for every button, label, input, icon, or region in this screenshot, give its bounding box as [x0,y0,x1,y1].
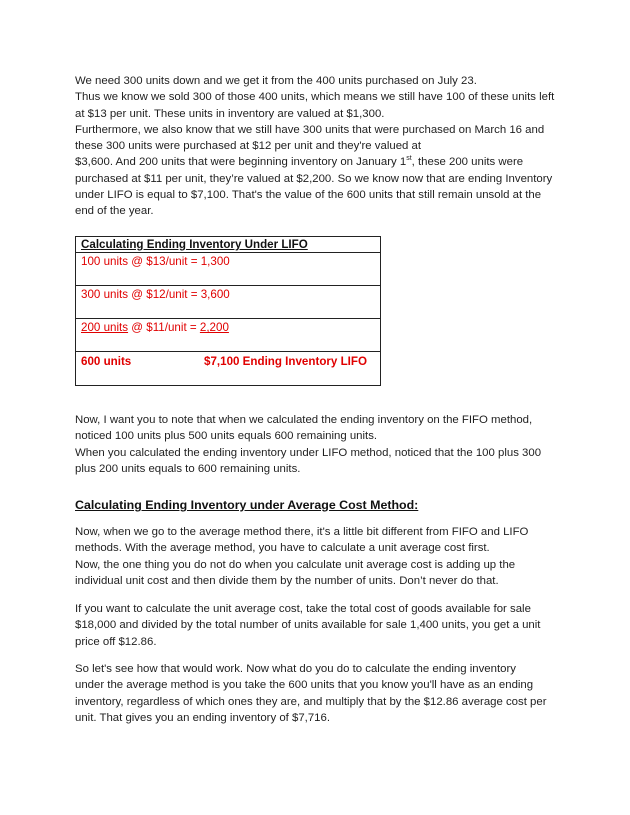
text-fragment: $3,600. And 200 units that were beginning inventory on January 1 [75,156,407,169]
text-line: noticed 100 units plus 500 units equals 600 remaining units. [75,430,378,443]
text-line: Now, when we go to the average method there, it's a little bit different from FIFO and LIFO [75,526,529,538]
text-line: Furthermore, we also know that we still have 300 units that were purchased on March 16 and [75,123,545,136]
text-line: purchased at $11 per unit, they’re valued at $2,200. So we know now that are ending Inventory [75,172,553,185]
table-row: 100 units @ $13/unit = 1,300 [76,253,381,286]
paragraph-unit-average-cost [75,601,560,650]
text-line: under the average method is you take the 600 units that you know you'll have as an ending [75,679,534,692]
text-line: inventory, regardless of which ones they are, and multiply that by the $12.86 average cost per [75,695,547,708]
table-value-underlined: 2,200 [199,321,229,334]
text-line: plus 200 units equals to 600 remaining units. [75,462,301,475]
text-line: under LIFO is equal to $7,100. That's the value of the 600 units that still remain unsold at the [75,189,542,202]
text-line: end of the year. [75,205,154,218]
table-row [76,319,381,352]
table-cell-text: @ $11/unit = [128,321,200,334]
table-total-row [76,352,381,386]
ordinal-superscript: st [406,155,412,163]
paragraph-lifo-explanation [75,73,560,220]
text-line-with-superscript [75,154,560,170]
text-line: Now, I want you to note that when we calculated the ending inventory on the FIFO method, [75,414,533,426]
text-line: price off $12.86. [75,635,157,648]
text-line: individual unit cost and then divide them by the number of units. Don’t never do that. [75,574,499,587]
total-units: 600 units [81,355,132,368]
section-heading: Calculating Ending Inventory under Average Cost Method: [75,498,419,512]
text-fragment: , these 200 units were [411,156,524,169]
paragraph-average-method-intro [75,524,560,589]
text-line: We need 300 units down and we get it from the 400 units purchased on July 23. [75,75,477,87]
text-line: these 300 units were purchased at $12 per unit and they're valued at [75,140,422,153]
text-line: So let's see how that would work. Now what do you do to calculate the ending inventory [75,663,516,675]
table-title: Calculating Ending Inventory Under LIFO [76,237,381,253]
total-value: $7,100 Ending Inventory LIFO [204,355,367,368]
text-line: $18,000 and divided by the total number of units available for sale 1,400 units, you get a unit [75,619,541,632]
text-line: When you calculated the ending inventory under LIFO method, noticed that the 100 plus 300 [75,446,542,459]
lifo-inventory-table [75,236,381,386]
paragraph-ending-inventory-average [75,661,560,726]
table-cell-text: 300 units @ $12/unit = 3,600 [81,288,230,301]
text-line: If you want to calculate the unit average cost, take the total cost of goods available for sale [75,603,531,615]
text-line: methods. With the average method, you have to calculate a unit average cost first. [75,542,490,555]
paragraph-fifo-lifo-note [75,412,560,477]
text-line: unit. That gives you an ending inventory of $7,716. [75,711,330,724]
table-row [76,286,381,319]
text-line: at $13 per unit. These units in inventory are valued at $1,300. [75,107,385,120]
text-line: Thus we know we sold 300 of those 400 units, which means we still have 100 of these units left [75,91,555,104]
text-line: Now, the one thing you do not do when you calculate unit average cost is adding up the [75,558,516,571]
table-units-underlined: 200 units [81,321,129,334]
